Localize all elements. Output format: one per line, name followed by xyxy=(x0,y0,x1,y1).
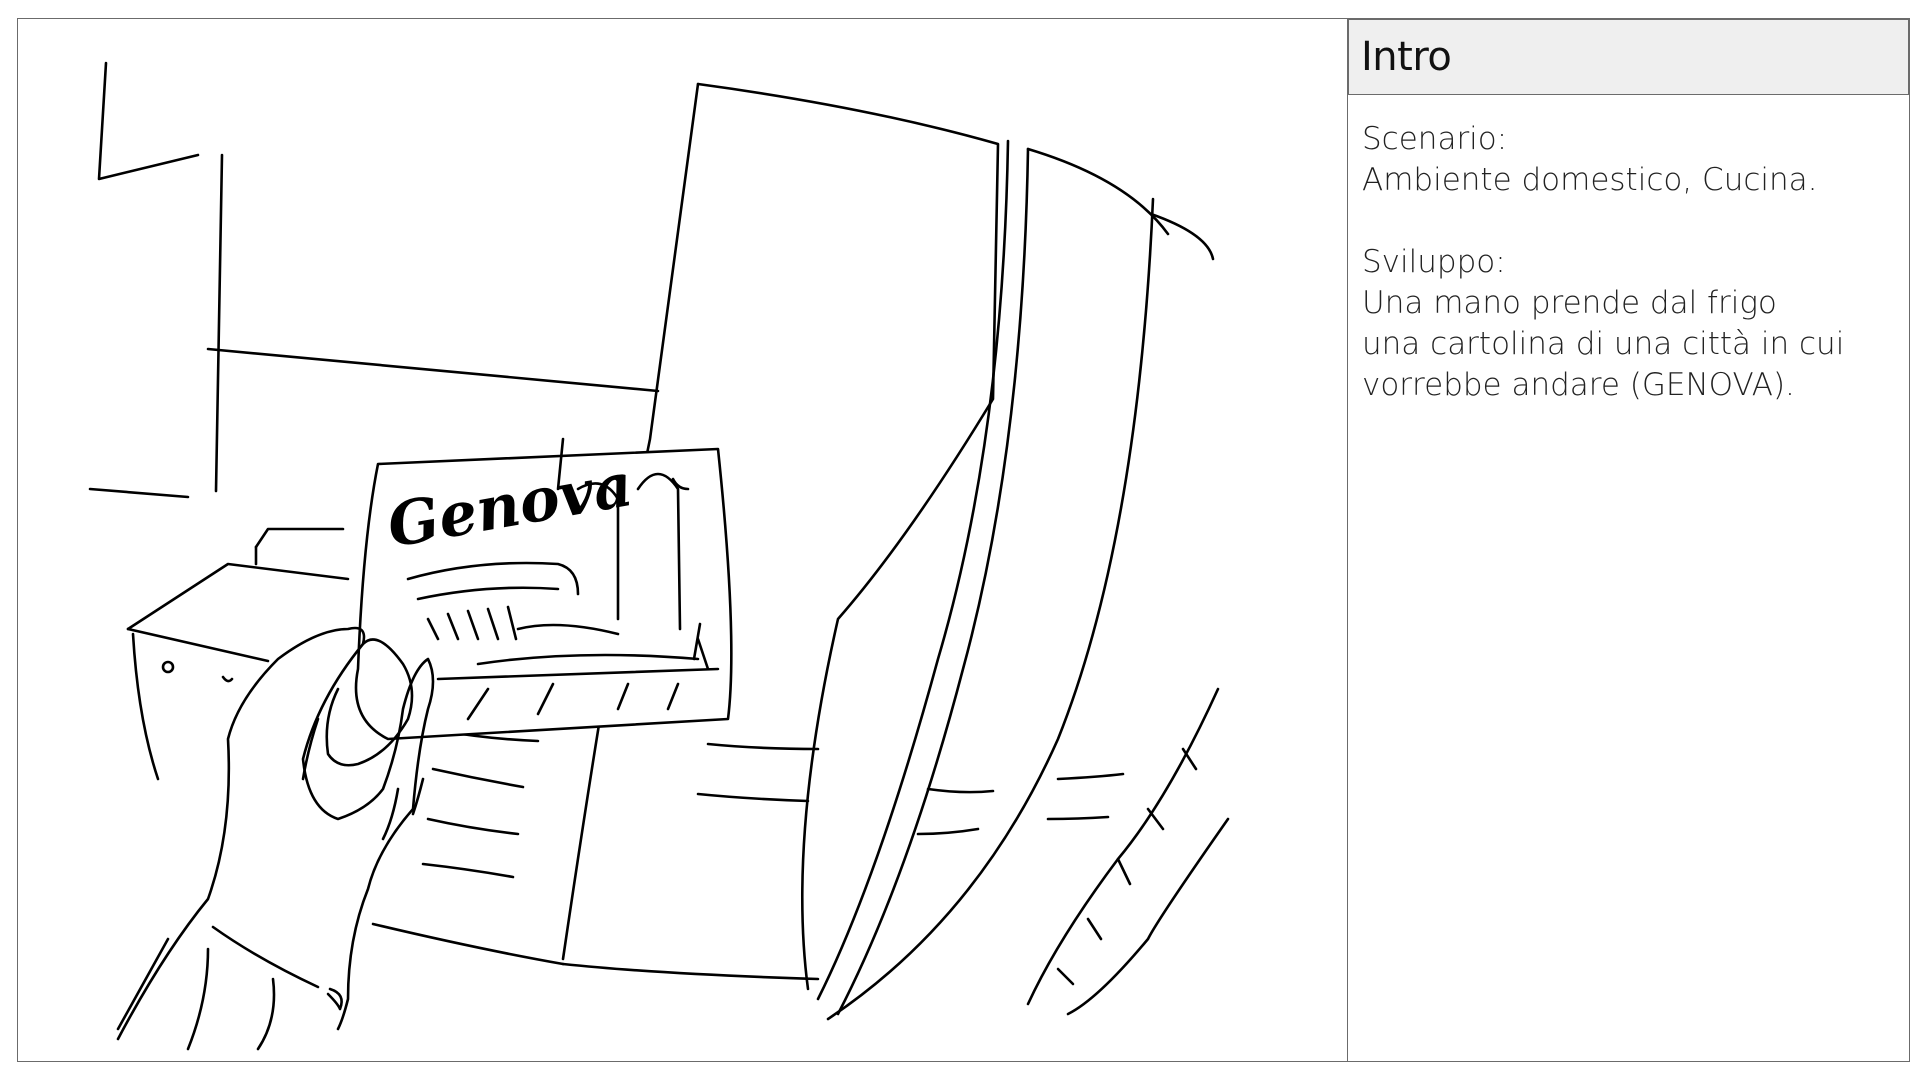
development-label: Sviluppo: xyxy=(1362,244,1506,280)
fridge-handle xyxy=(423,864,513,877)
sketch-line xyxy=(563,964,818,979)
development-line: Una mano prende dal frigo xyxy=(1362,285,1777,321)
fridge-edge xyxy=(1028,149,1168,234)
sketch-line xyxy=(90,489,188,497)
shelf-line xyxy=(1118,859,1130,884)
hand xyxy=(328,989,342,1009)
fridge-edge xyxy=(828,199,1153,1019)
panel-title: Intro xyxy=(1361,34,1452,80)
cabinet-line xyxy=(223,677,232,681)
kitchen-sketch xyxy=(18,19,1348,1061)
shelf-line xyxy=(1028,689,1218,1004)
cabinet-line xyxy=(133,634,158,779)
notes-header xyxy=(1348,19,1909,95)
knob xyxy=(163,662,173,672)
cabinet-line xyxy=(128,629,268,661)
shelf-line xyxy=(1068,819,1228,1014)
hand xyxy=(213,927,318,987)
fridge-handle xyxy=(1058,774,1123,779)
shelf-line xyxy=(1088,919,1101,939)
scenario-text: Ambiente domestico, Cucina. xyxy=(1362,162,1818,198)
storyboard-frame xyxy=(17,18,1910,1062)
shelf-line xyxy=(1058,969,1073,984)
notes-body xyxy=(1362,119,1901,406)
fridge-handle xyxy=(918,829,978,834)
hand xyxy=(118,939,168,1029)
sketch-panel xyxy=(18,19,1348,1061)
fridge-handle xyxy=(428,819,518,834)
fridge-split xyxy=(818,141,1008,999)
fridge-handle xyxy=(708,744,818,749)
fridge-handle xyxy=(1048,817,1108,819)
sketch-line xyxy=(216,155,222,491)
fridge-edge xyxy=(1151,214,1213,259)
fridge-handle xyxy=(433,769,523,787)
fridge-handle xyxy=(928,789,993,792)
postcard-title: Genova xyxy=(382,449,638,562)
development-line: vorrebbe andare (GENOVA). xyxy=(1362,367,1795,403)
sketch-line xyxy=(373,924,563,964)
hand xyxy=(258,979,274,1049)
hand xyxy=(188,949,208,1049)
shelf-line xyxy=(1148,809,1163,829)
spacer xyxy=(1362,201,1901,242)
cabinet-line xyxy=(128,564,348,629)
fridge-handle xyxy=(698,794,808,801)
development-line: una cartolina di una città in cui xyxy=(1362,326,1845,362)
sketch-line xyxy=(208,349,658,391)
cabinet-line xyxy=(256,529,343,547)
shelf-line xyxy=(1183,749,1196,769)
scenario-label: Scenario: xyxy=(1362,121,1508,157)
sketch-line xyxy=(99,63,198,179)
notes-panel xyxy=(1348,19,1909,1061)
fridge-edge xyxy=(698,84,998,989)
